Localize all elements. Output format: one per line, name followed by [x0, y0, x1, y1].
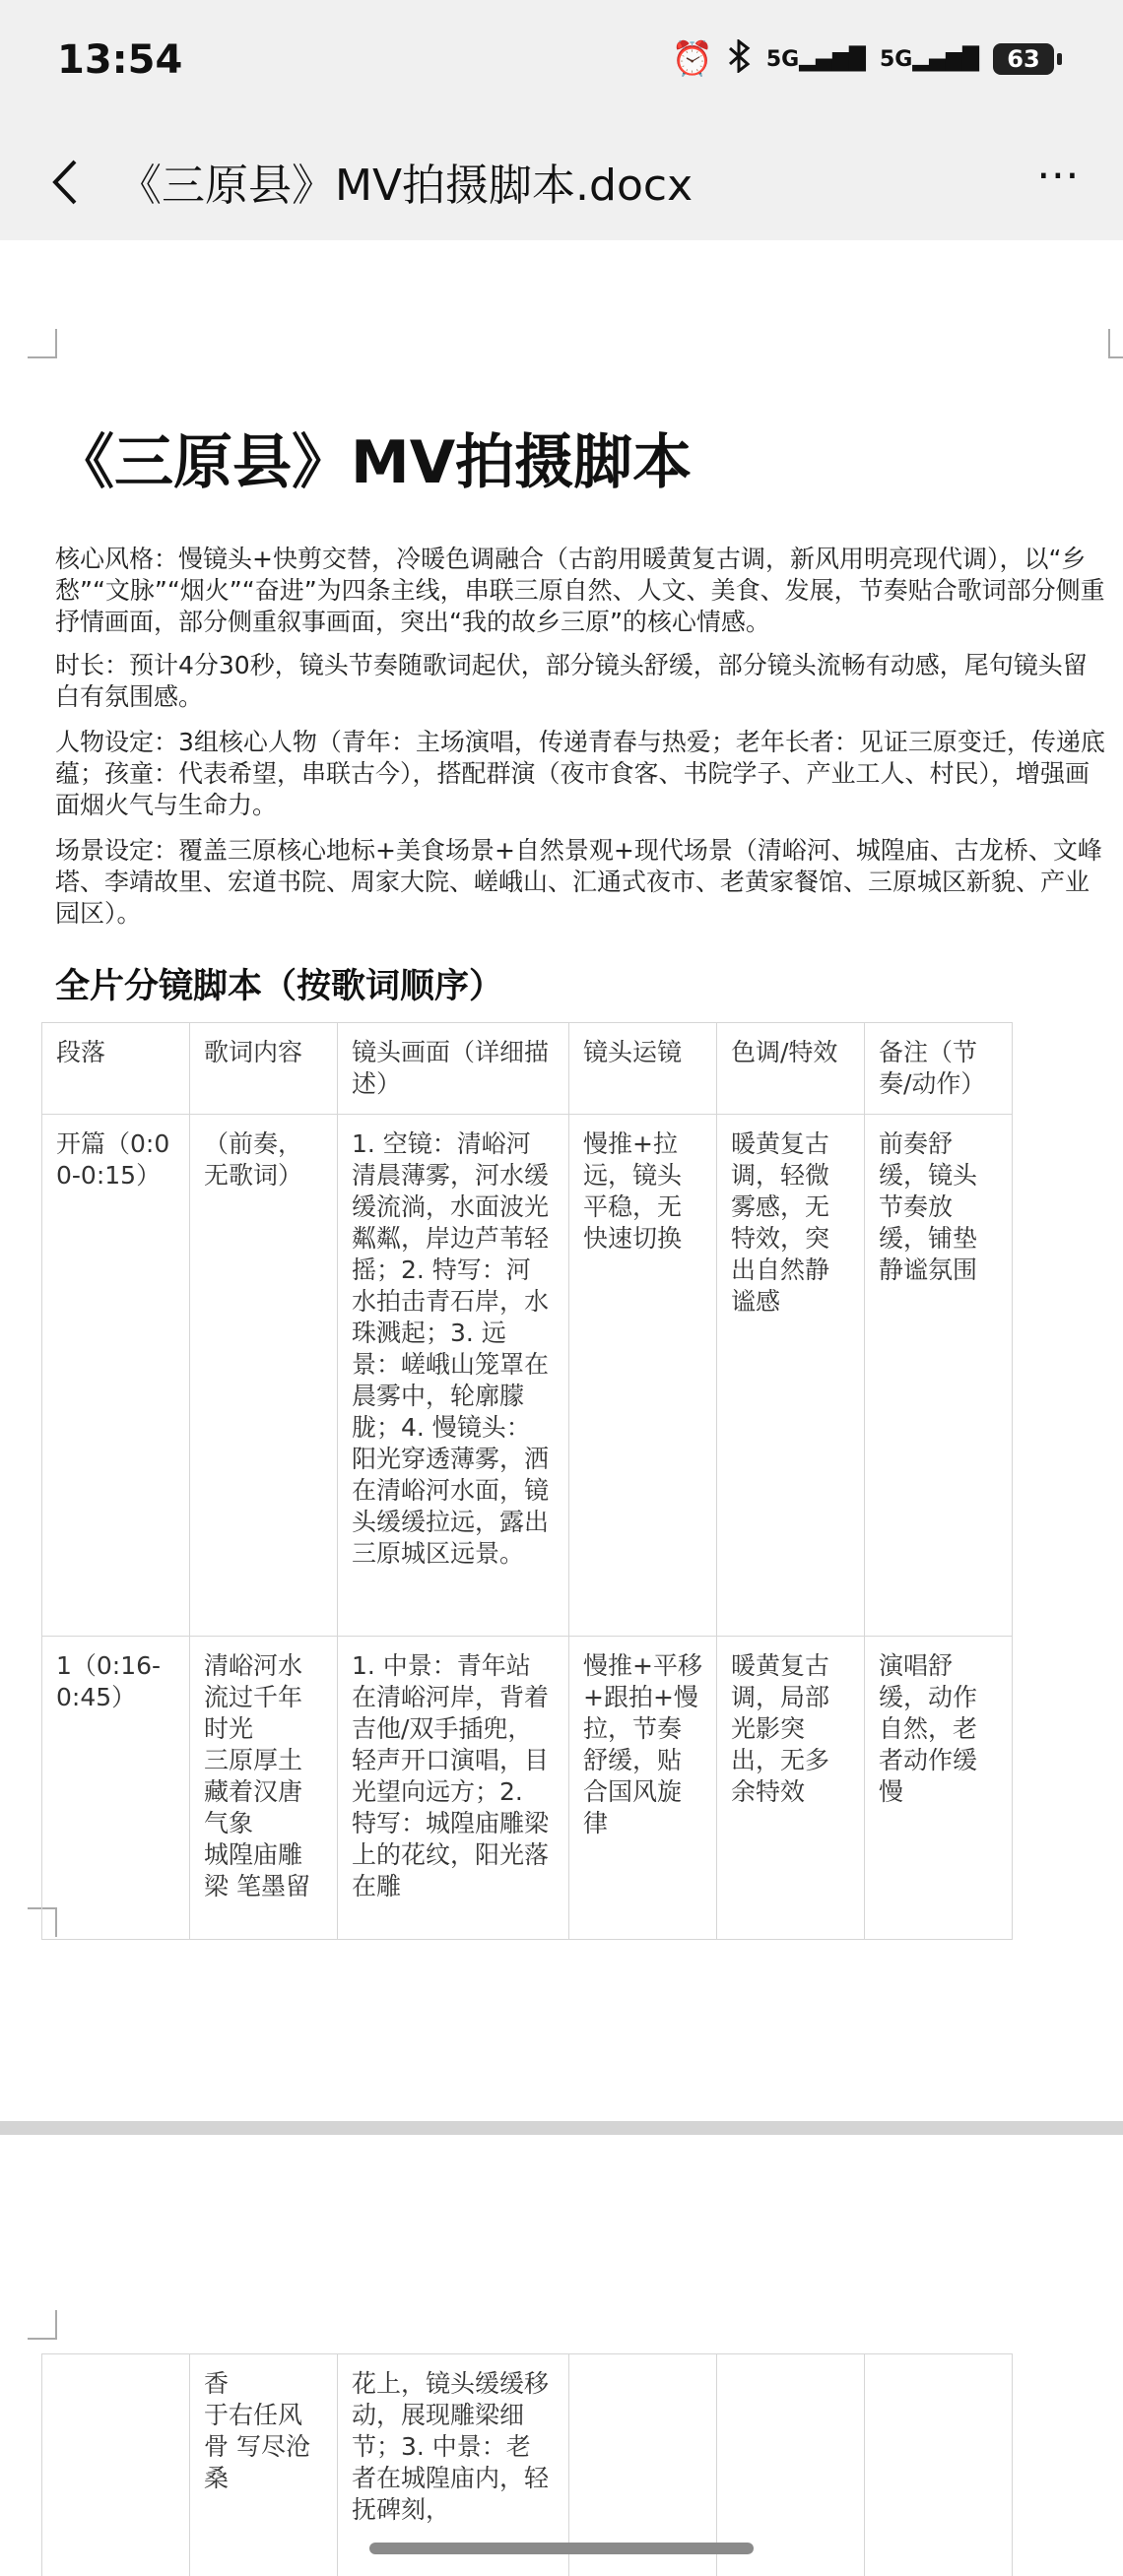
table-header-row	[42, 1023, 1013, 1115]
more-options-button[interactable]: ⋯	[1036, 150, 1084, 200]
table-cell: 慢推+平移+跟拍+慢拉，节奏舒缓，贴合国风旋律	[569, 1637, 717, 1940]
table-cell: 前奏舒缓，镜头节奏放缓，铺垫静谧氛围	[865, 1115, 1013, 1637]
home-indicator[interactable]	[369, 2543, 754, 2554]
table-row	[42, 1115, 1013, 1637]
header-cell: 色调/特效	[717, 1023, 865, 1115]
table-cell	[42, 2354, 190, 2576]
chevron-left-icon	[49, 158, 79, 207]
page-corner-mark	[1108, 329, 1123, 358]
page-corner-mark	[28, 329, 57, 358]
alarm-icon: ⏰	[671, 39, 713, 79]
battery-icon: 63	[993, 43, 1054, 75]
page-separator	[0, 2121, 1123, 2135]
paragraph-characters: 人物设定：3组核心人物（青年：主场演唱，传递青春与热爱；老年长者：见证三原变迁，传递底蕴；孩童：代表希望，串联古今），搭配群演（夜市食客、书院学子、产业工人、村民），增强画面烟火气与生命力。	[55, 728, 1105, 819]
bluetooth-icon	[727, 39, 753, 79]
header-cell: 镜头画面（详细描述）	[338, 1023, 569, 1115]
table-cell: 香 于右任风骨 写尽沧桑	[190, 2354, 338, 2576]
table-cell: 1（0:16-0:45）	[42, 1637, 190, 1940]
table-cell: 慢推+拉远，镜头平稳，无快速切换	[569, 1115, 717, 1637]
title-bar	[0, 128, 1123, 240]
signal-5g-2-icon: 5G▂▄▆█	[879, 46, 979, 72]
table-cell: 暖黄复古调，局部光影突出，无多余特效	[717, 1637, 865, 1940]
paragraph-style: 核心风格：慢镜头+快剪交替，冷暖色调融合（古韵用暖黄复古调，新风用明亮现代调），以“乡愁”“文脉”“烟火”“奋进”为四条主线，串联三原自然、人文、美食、发展，节奏贴合歌词部分侧重抒情画面，部分侧重叙事画面，突出“我的故乡三原”的核心情感。	[55, 545, 1105, 636]
page-corner-mark	[28, 2310, 57, 2340]
storyboard-table	[41, 1022, 1013, 1940]
table-cell: 开篇（0:00-0:15）	[42, 1115, 190, 1637]
table-cell: 清峪河水流过千年时光 三原厚土藏着汉唐气象 城隍庙雕梁 笔墨留	[190, 1637, 338, 1940]
header-cell: 镜头运镜	[569, 1023, 717, 1115]
table-cell: 1. 中景：青年站在清峪河岸，背着吉他/双手插兜，轻声开口演唱，目光望向远方；2. 特写：城隍庙雕梁上的花纹，阳光落在雕	[338, 1637, 569, 1940]
header-cell: 段落	[42, 1023, 190, 1115]
document-filename: 《三原县》MV拍摄脚本.docx	[118, 161, 694, 211]
table-cell: （前奏，无歌词）	[190, 1115, 338, 1637]
document-page[interactable]	[0, 240, 1123, 2121]
table-cell: 暖黄复古调，轻微雾感，无特效，突出自然静谧感	[717, 1115, 865, 1637]
back-button[interactable]	[30, 148, 99, 217]
section-title: 全片分镜脚本（按歌词顺序）	[55, 967, 504, 1006]
table-cell: 1. 空镜：清峪河清晨薄雾，河水缓缓流淌，水面波光粼粼，岸边芦苇轻摇；2. 特写：河水拍击青石岸，水珠溅起；3. 远景：嵯峨山笼罩在晨雾中，轮廓朦胧；4. 慢镜头：阳光穿透薄雾，洒在清峪河水面，镜头缓缓拉远，露出三原城区远景。	[338, 1115, 569, 1637]
table-cell	[865, 2354, 1013, 2576]
signal-5g-icon: 5G▂▄▆█	[765, 46, 866, 72]
status-bar	[0, 0, 1123, 128]
table-row	[42, 1637, 1013, 1940]
table-cell: 花上，镜头缓缓移动，展现雕梁细节；3. 中景：老者在城隍庙内，轻抚碑刻，	[338, 2354, 569, 2576]
header-cell: 歌词内容	[190, 1023, 338, 1115]
paragraph-duration: 时长：预计4分30秒，镜头节奏随歌词起伏，部分镜头舒缓，部分镜头流畅有动感，尾句镜头留白有氛围感。	[55, 651, 1088, 711]
document-title: 《三原县》MV拍摄脚本	[55, 428, 693, 497]
document-page-2[interactable]	[0, 2135, 1123, 2576]
table-cell: 演唱舒缓，动作自然，老者动作缓慢	[865, 1637, 1013, 1940]
status-icons	[672, 39, 1054, 79]
header-cell: 备注（节奏/动作）	[865, 1023, 1013, 1115]
status-time: 13:54	[57, 37, 183, 83]
paragraph-scenes: 场景设定：覆盖三原核心地标+美食场景+自然景观+现代场景（清峪河、城隍庙、古龙桥、文峰塔、李靖故里、宏道书院、周家大院、嵯峨山、汇通式夜市、老黄家餐馆、三原城区新貌、产业园区）。	[55, 836, 1102, 928]
